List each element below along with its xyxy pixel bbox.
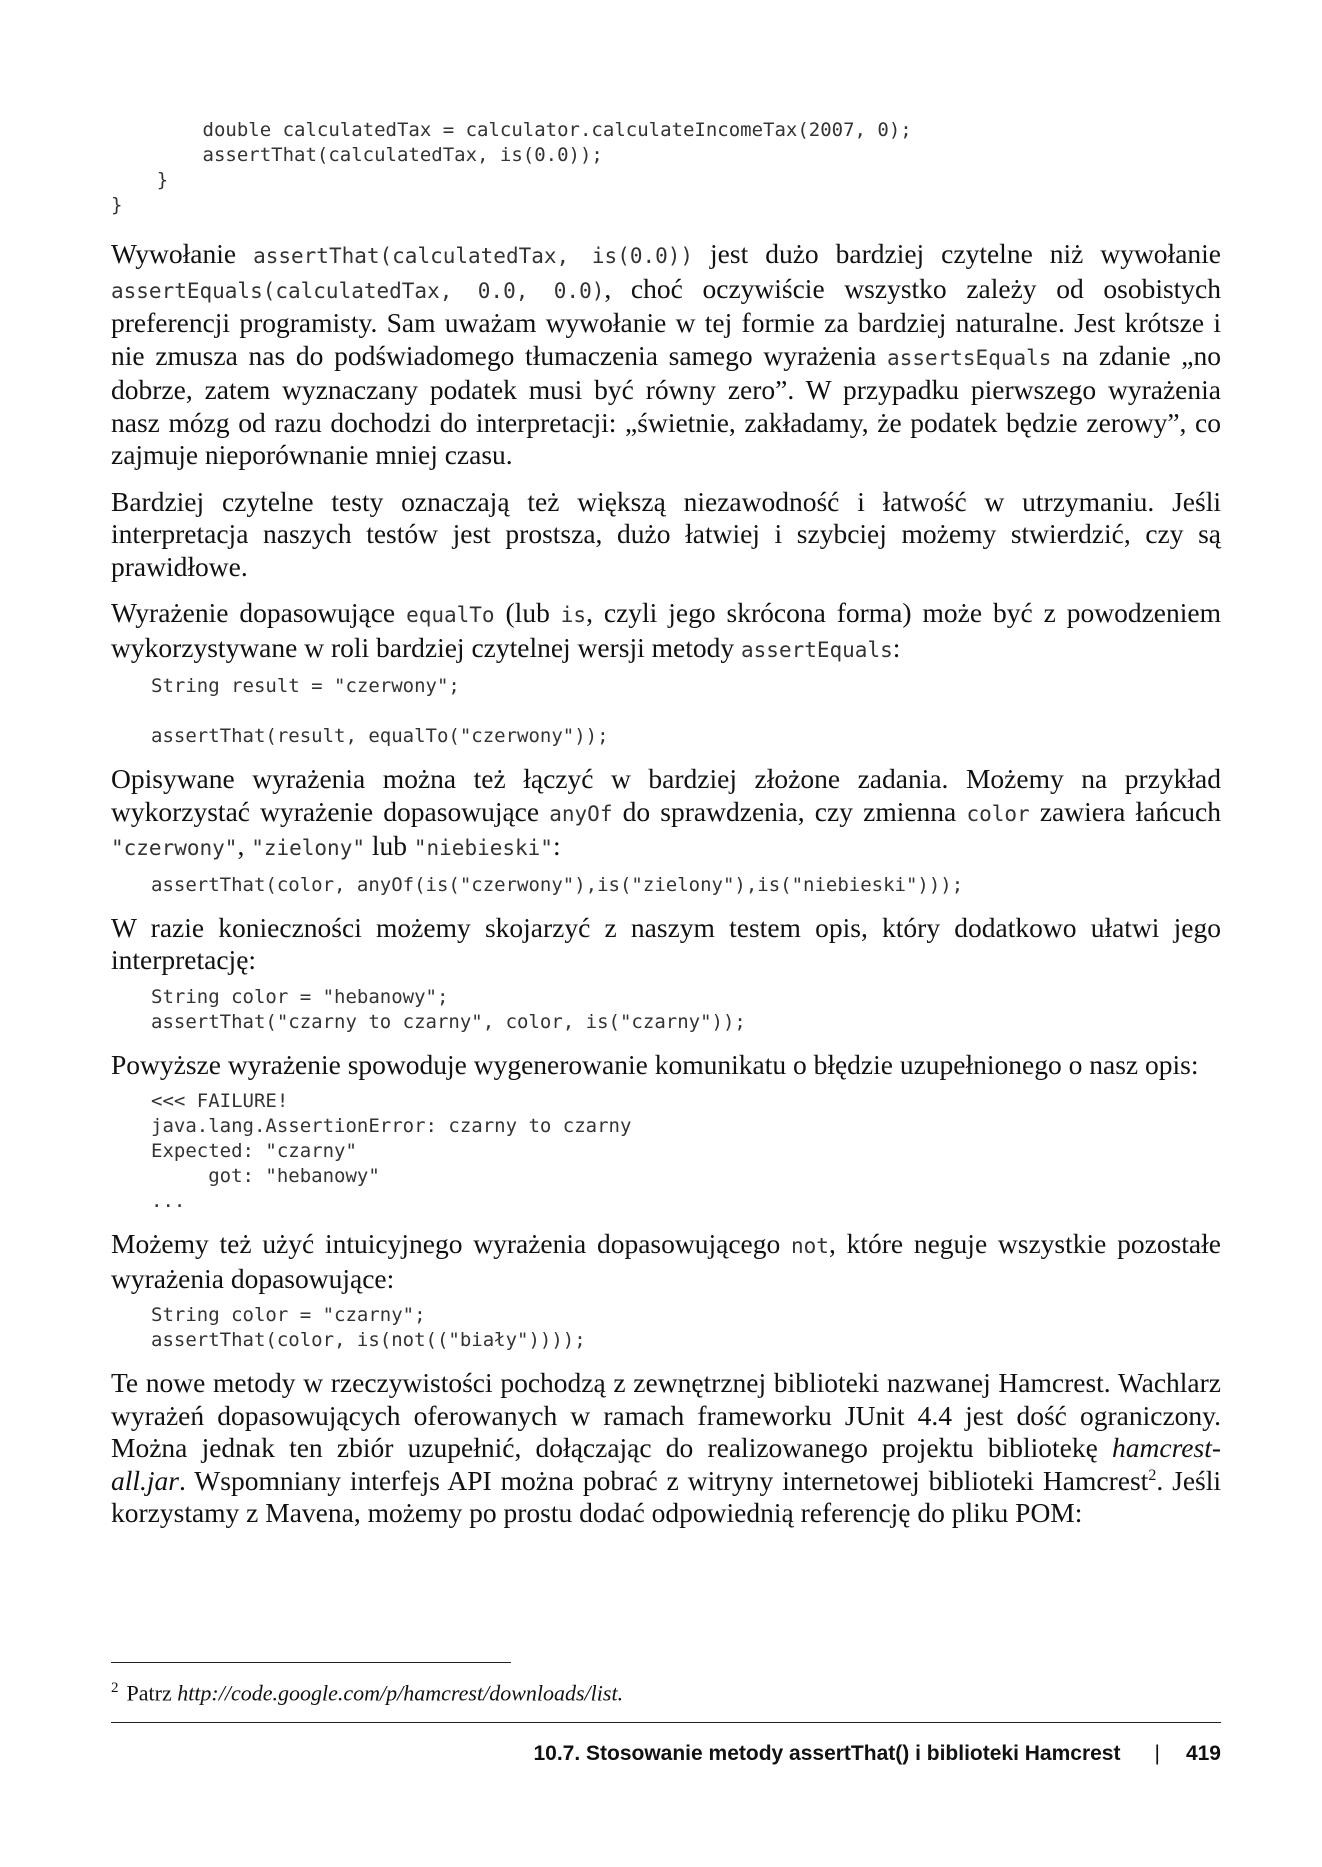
inline-code: is [560,603,587,627]
paragraph-8: Te nowe metody w rzeczywistości pochodzą z zewnętrznej biblioteki nazwanej Hamcrest. Wachlarz wyrażeń dopasowujących oferowanych w ramach frameworku JUnit 4.4 jest dość ograniczony. Można jednak ten zbiór uzupełnić, dołączając do realizowanego projektu bibliotekę hamcrest-all.jar. Wspomniany interfejs API można pobrać z witryny internetowej biblioteki Hamcrest$^2$. Jeśli korzystamy z Mavena, możemy po prostu dodać odpowiednią referencję do pliku POM: [111,1367,1222,1528]
inline-code: assertThat(calculatedTax, is(0.0)) [253,244,694,268]
code-listing-not: String color = "czarny"; assertThat(color, is(not(("biały")))); [151,1304,586,1351]
page-number: 419 [1185,1742,1221,1765]
inline-code: assertsEquals [887,345,1052,370]
code-listing-equalto-a: String result = "czerwony"; [151,675,460,697]
code-listing-anyof: assertThat(color, anyOf(is("czerwony"),is("zielony"),is("niebieski"))); [151,873,964,896]
paragraph-7: Możemy też użyć intuicyjnego wyrażenia dopasowującego not, które neguje wszystkie pozostałe wyrażenia dopasowujące: [111,1228,1221,1294]
paragraph-5: W razie konieczności możemy skojarzyć z naszym testem opis, który dodatkowo ułatwi jego interpretację: [111,911,1221,975]
page-content [111,118,1221,1530]
running-footer [533,1740,1221,1768]
footnote-number: 2 [111,1680,119,1696]
code-listing-equalto-b: assertThat(result, equalTo("czerwony")); [151,725,609,747]
inline-code: equalTo [406,603,495,627]
footer-divider [111,1722,1221,1723]
code-listing-description: String color = "hebanowy"; assertThat("czarny to czarny", color, is("czarny")); [151,985,746,1033]
paragraph-3: Wyrażenie dopasowujące equalTo (lub is, czyli jego skrócona forma) może być z powodzeniem wykorzystywane w roli bardziej czytelnej wersji metody assertEquals: [111,597,1221,663]
footnote [111,1674,1111,1707]
inline-code: "zielony" [251,836,365,860]
code-listing-top: double calculatedTax = calculator.calculateIncomeTax(2007, 0); assertThat(calculatedTax, is(0.0)); } } [111,119,912,216]
inline-code: assertEquals [741,637,893,662]
inline-code: color [966,801,1030,826]
footnote-url[interactable]: http://code.google.com/p/hamcrest/downloads/list. [177,1680,624,1706]
inline-code: anyOf [549,801,613,826]
footnote-reference[interactable]: 2 [1148,1466,1157,1484]
footnote-text: Patrz [126,1680,178,1706]
inline-code: not [791,1234,829,1258]
inline-code: assertEquals(calculatedTax, 0.0, 0.0) [111,278,605,303]
italic-filename: hamcrest-all.jar [111,1432,1221,1496]
code-listing-failure-output: <<< FAILURE! java.lang.AssertionError: czarny to czarny Expected: "czarny" got: "hebanowy" ... [151,1090,632,1212]
paragraph-6: Powyższe wyrażenie spowoduje wygenerowanie komunikatu o błędzie uzupełnionego o nasz opis: [111,1048,1199,1080]
paragraph-2: Bardziej czytelne testy oznaczają też większą niezawodność i łatwość w utrzymaniu. Jeśli interpretacja naszych testów jest prostsza, dużo łatwiej i szybciej możemy stwierdzić, czy są prawidłowe. [111,485,1221,582]
paragraph-1: Wywołanie assertThat(calculatedTax, is(0.0)) jest dużo bardziej czytelne niż wywołanie assertEquals(calculatedTax, 0.0, 0.0), choć oczywiście wszystko zależy od osobistych preferencji programisty. Sam uważam wywołanie w tej formie za bardziej naturalne. Jest krótsze i nie zmusza nas do podświadomego tłumaczenia samego wyrażenia assertsEquals na zdanie „no dobrze, zatem wyznaczany podatek musi być równy zero”. W przypadku pierwszego wyrażenia nasz mózg od razu dochodzi do interpretacji: „świetnie, zakładamy, że podatek będzie zerowy”, co zajmuje nieporównanie mniej czasu. [111,238,1222,470]
footnote-divider [111,1662,511,1663]
paragraph-4: Opisywane wyrażenia można też łączyć w bardziej złożone zadania. Możemy na przykład wykorzystać wyrażenie dopasowujące anyOf do sprawdzenia, czy zmienna color zawiera łańcuch "czerwony", "zielony" lub "niebieski": [111,763,1222,861]
inline-code: "niebieski" [413,836,553,860]
footer-section-title: 10.7. Stosowanie metody assertThat() i biblioteki Hamcrest [533,1742,1121,1765]
footer-separator: | [1154,1742,1160,1765]
inline-code: "czerwony" [111,836,238,860]
